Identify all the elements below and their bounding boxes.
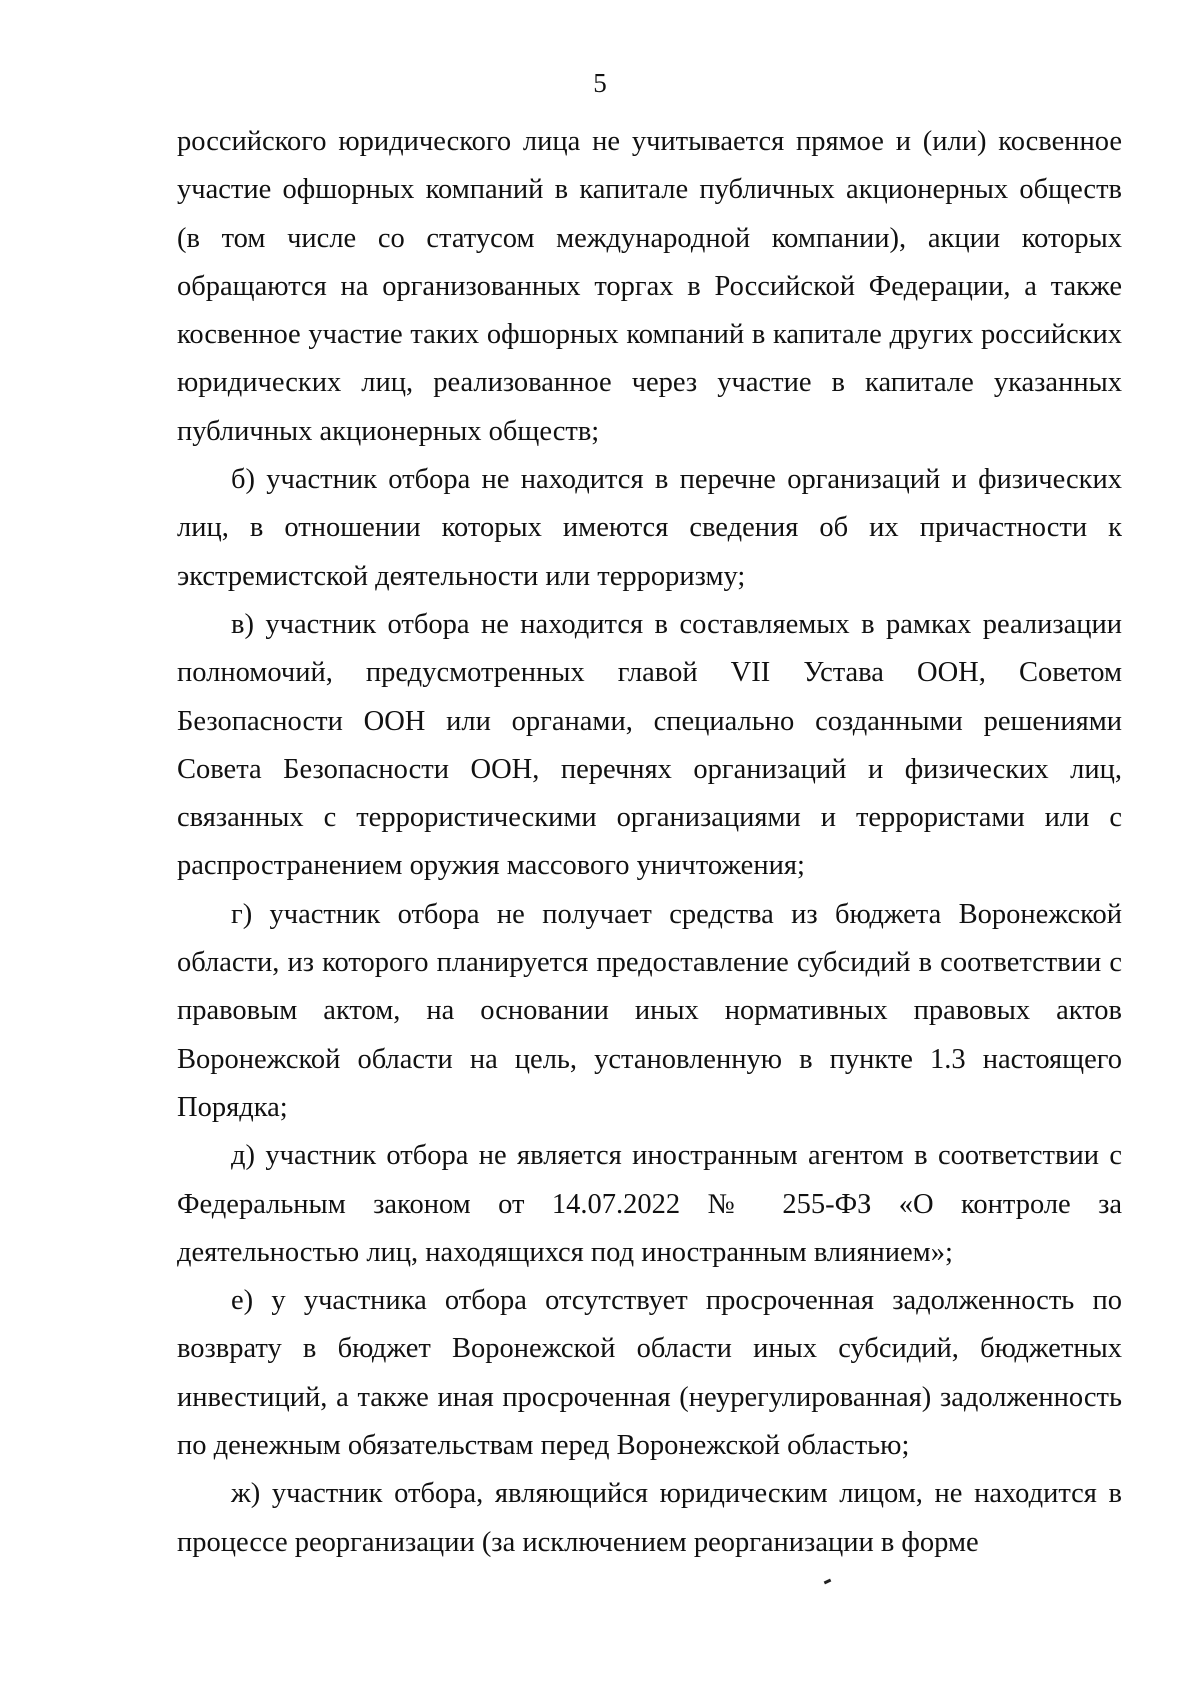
paragraph-item-zh: ж) участник отбора, являющийся юридическим лицом, не находится в процессе реорганизации (за исключением реорганизации в форме xyxy=(177,1478,1122,1558)
page-number: 5 xyxy=(593,68,607,98)
paragraph-item-e: е) у участника отбора отсутствует просроченная задолженность по возврату в бюджет Воронежской области иных субсидий, бюджетных инвестиций, а также иная просроченная (неурегулированная) задолженность по денежным обязательствам перед Воронежской областью; xyxy=(177,1285,1122,1462)
paragraph-item-g: г) участник отбора не получает средства из бюджета Воронежской области, из которого планируется предоставление субсидий в соответствии с правовым актом, на основании иных нормативных правовых актов Воронежской области на цель, установленную в пункте 1.3 настоящего Порядка; xyxy=(177,898,1122,1123)
paragraph-item-d: д) участник отбора не является иностранным агентом в соответствии с Федеральным законом от 14.07.2022 № 255-ФЗ «О контроле за деятельностью лиц, находящихся под иностранным влиянием»; xyxy=(177,1140,1122,1268)
paragraph-item-b: б) участник отбора не находится в перечне организаций и физических лиц, в отношении которых имеются сведения об их причастности к экстремистской деятельности или терроризму; xyxy=(177,464,1122,592)
scan-artifact-mark xyxy=(824,1579,832,1585)
paragraph-item-v: в) участник отбора не находится в составляемых в рамках реализации полномочий, предусмотренных главой VII Устава ООН, Советом Безопасности ООН или органами, специально созданными решениями Совета Безопасности ООН, перечнях организаций и физических лиц, связанных с террористическими организациями и террористами или с распространением оружия массового уничтожения; xyxy=(177,608,1122,882)
paragraph-continuation: российского юридического лица не учитывается прямое и (или) косвенное участие офшорных компаний в капитале публичных акционерных обществ (в том числе со статусом международной компании), акции которых обращаются на организованных торгах в Российской Федерации, а также косвенное участие таких офшорных компаний в капитале других российских юридических лиц, реализованное через участие в капитале указанных публичных акционерных обществ; xyxy=(177,126,1122,447)
document-body xyxy=(177,118,1122,1567)
